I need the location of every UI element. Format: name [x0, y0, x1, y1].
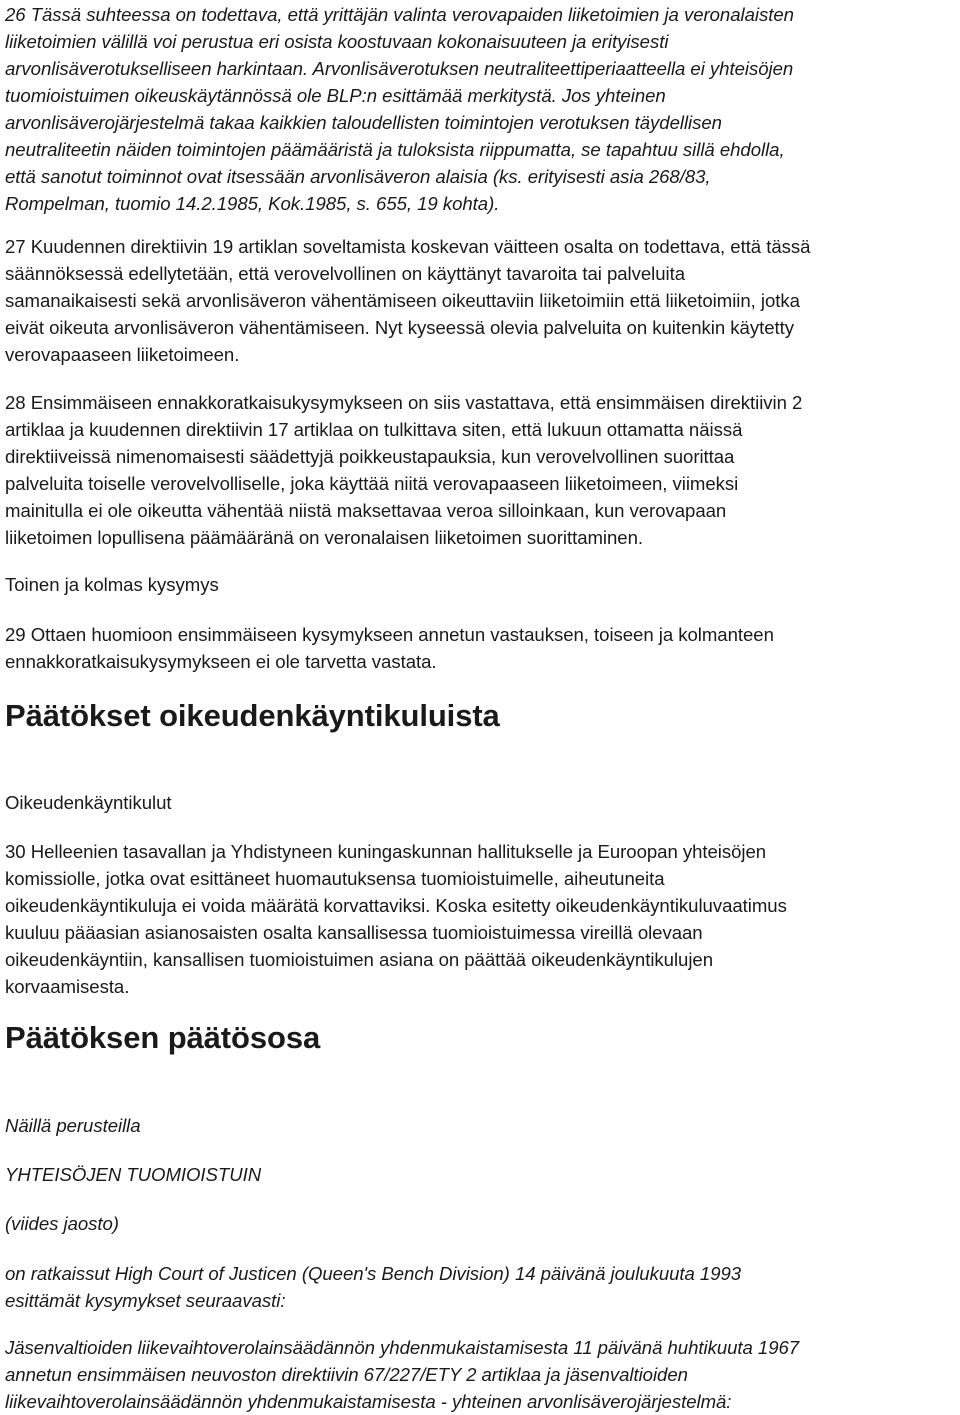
- paragraph-on-ratkaissut: on ratkaissut High Court of Justicen (Queen's Bench Division) 14 päivänä joulukuuta 1993 esittämät kysymykset seuraavasti:: [5, 1263, 742, 1311]
- line-naalla-perusteilla: Näillä perusteilla: [5, 1115, 141, 1136]
- heading-paatokset-oikeudenkayntikuluista: Päätökset oikeudenkäyntikuluista: [5, 698, 500, 733]
- paragraph-jasenvaltioiden: Jäsenvaltioiden liikevaihtoverolainsäädännön yhdenmukaistamisesta 11 päivänä huhtikuuta 1967 annetun ensimmäisen neuvoston direktiivin 67/227/ETY 2 artiklaa ja jäsenvaltioiden liikevaihtoverolainsäädännön yhdenmukaistamisesta - yhteinen arvonlisäverojärjestelmä:: [5, 1337, 800, 1412]
- subheading-toinen-ja-kolmas: Toinen ja kolmas kysymys: [5, 574, 219, 595]
- heading-paatoksen-paatososa: Päätöksen päätösosa: [5, 1020, 321, 1055]
- paragraph-30: 30 Helleenien tasavallan ja Yhdistyneen kuningaskunnan hallitukselle ja Euroopan yhteisöjen komissiolle, jotka ovat esittäneet huomautuksensa tuomioistuimelle, aiheutuneita oikeudenkäyntikuluja ei voida määrätä korvattaviksi. Koska esitetty oikeudenkäyntikuluvaatimus kuuluu pääasian asianosaisten osalta kansallisessa tuomioistuimessa vireillä olevaan oikeudenkäyntiin, kansallisen tuomioistuimen asiana on päättää oikeudenkäyntikulujen korvaamisesta.: [5, 841, 787, 997]
- paragraph-26: 26 Tässä suhteessa on todettava, että yrittäjän valinta verovapaiden liiketoimien ja veronalaisten liiketoimien välillä voi perustua eri osista koostuvaan kokonaisuuteen ja erityisesti arvonlisäverotukselliseen harkintaan. Arvonlisäverotuksen neutraliteettiperiaatteella ei yhteisöjen tuomioistuimen oikeuskäytännössä ole BLP:n esittämää merkitystä. Jos yhteinen arvonlisäverojärjestelmä takaa kaikkien taloudellisten toimintojen verotuksen täydellisen neutraliteetin näiden toimintojen päämääristä ja tuloksista riippumatta, se tapahtuu sillä ehdolla, että sanotut toiminnot ovat itsessään arvonlisäveron alaisia (ks. erityisesti asia 268/83, Rompelman, tuomio 14.2.1985, Kok.1985, s. 655, 19 kohta).: [5, 4, 794, 214]
- paragraph-27: 27 Kuudennen direktiivin 19 artiklan soveltamista koskevan väitteen osalta on todettava, että tässä säännöksessä edellytetään, että verovelvollinen on käyttänyt tavaroita tai palveluita samanaikaisesti sekä arvonlisäveron vähentämiseen oikeuttaviin liiketoimiin että liiketoimiin, jotka eivät oikeuta arvonlisäveron vähentämiseen. Nyt kyseessä olevia palveluita on kuitenkin käytetty verovapaaseen liiketoimeen.: [5, 236, 811, 365]
- subheading-oikeudenkayntikulut: Oikeudenkäyntikulut: [5, 792, 172, 813]
- paragraph-28: 28 Ensimmäiseen ennakkoratkaisukysymykseen on siis vastattava, että ensimmäisen direktiivin 2 artiklaa ja kuudennen direktiivin 17 artiklaa on tulkittava siten, että lukuun ottamatta näissä direktiiveissä nimenomaisesti säädettyjä poikkeustapauksia, kun verovelvollinen suorittaa palveluita toiselle verovelvolliselle, joka käyttää niitä verovapaaseen liiketoimeen, viimeksi mainitulla ei ole oikeutta vähentää niistä maksettavaa veroa silloinkaan, kun verovapaan liiketoimen lopullisena päämääränä on veronalaisen liiketoimen suorittaminen.: [5, 392, 803, 548]
- line-yhteisojen-tuomioistuin: YHTEISÖJEN TUOMIOISTUIN: [5, 1164, 262, 1185]
- line-viides-jaosto: (viides jaosto): [5, 1213, 119, 1234]
- paragraph-29: 29 Ottaen huomioon ensimmäiseen kysymykseen annetun vastauksen, toiseen ja kolmanteen ennakkoratkaisukysymykseen ei ole tarvetta vastata.: [5, 624, 774, 672]
